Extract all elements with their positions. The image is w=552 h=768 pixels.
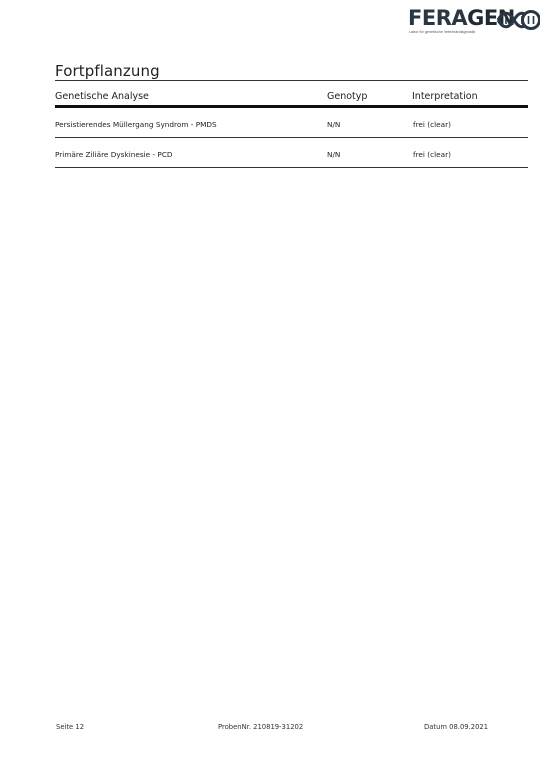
header-genetische-analyse: Genetische Analyse [55,91,149,102]
cell-analyse: Primäre Ziliäre Dyskinesie - PCD [55,150,173,159]
header-divider [55,105,528,108]
logo-brand-part2: GEN [467,6,515,30]
cell-interpretation: frei (clear) [413,120,451,129]
table-row [55,110,528,138]
logo-tagline: Labor für genetische Veterinärdiagnostik [409,30,476,34]
footer-page-number: Seite 12 [56,723,85,731]
cell-genotyp: N/N [327,150,341,159]
header-genotyp: Genotyp [327,91,368,102]
logo-brand-part1: FERA [408,6,468,30]
dna-helix-icon [496,10,540,30]
feragen-logo [408,6,538,40]
section-title: Fortpflanzung [55,62,160,80]
header-interpretation: Interpretation [412,91,478,102]
cell-analyse: Persistierendes Müllergang Syndrom - PMDS [55,120,217,129]
footer-sample-number: ProbenNr. 210819-31202 [218,723,304,731]
row-divider [55,167,528,168]
footer-date: Datum 08.09.2021 [424,723,489,731]
row-divider [55,137,528,138]
cell-genotyp: N/N [327,120,341,129]
title-divider [55,80,528,81]
table-row [55,140,528,168]
cell-interpretation: frei (clear) [413,150,451,159]
